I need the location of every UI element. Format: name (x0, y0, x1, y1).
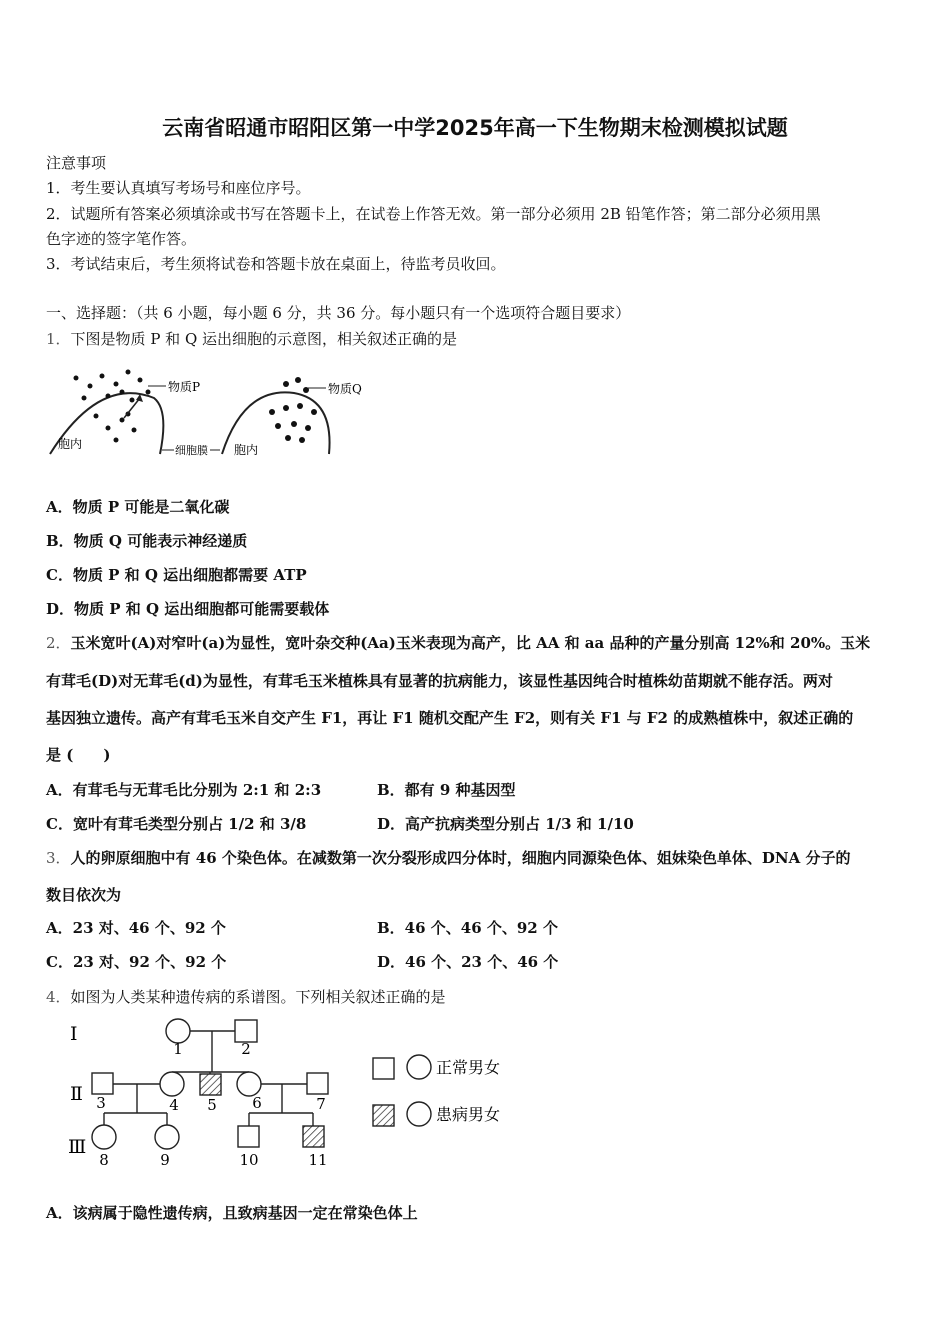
option-d: D．46 个、23 个、46 个 (377, 953, 559, 971)
option-c: C．宽叶有茸毛类型分别占 1/2 和 3/8 (46, 815, 307, 833)
legend-normal-female-symbol (407, 1055, 431, 1079)
notice-item: 2．试题所有答案必须填涂或书写在答题卡上，在试卷上作答无效。第一部分必须用 2B 铅笔作答；第二部分必须用黑 (46, 205, 821, 223)
legend-normal-label: 正常男女 (436, 1058, 501, 1077)
question-3-line (46, 847, 850, 868)
option-a: A．有茸毛与无茸毛比分别为 2:1 和 2:3 (46, 781, 322, 799)
individual-id: 9 (160, 1151, 170, 1169)
individual-4-female (160, 1072, 184, 1096)
individual-id: 8 (99, 1151, 109, 1169)
label-cell-inside: 胞内 (234, 443, 259, 457)
label-cell-inside: 胞内 (58, 437, 83, 451)
notice-item: 1．考生要认真填写考场号和座位序号。 (46, 179, 311, 197)
individual-8-female (92, 1125, 116, 1149)
individual-7-male (307, 1073, 328, 1094)
individual-id: 2 (241, 1040, 251, 1058)
label-substance-p: 物质P (168, 380, 201, 394)
individual-11-affected-male (303, 1126, 324, 1147)
option-a: A．该病属于隐性遗传病，且致病基因一定在常染色体上 (46, 1204, 418, 1222)
label-substance-q: 物质Q (328, 382, 362, 396)
legend-affected-male-symbol (373, 1105, 394, 1126)
option-b: B．物质 Q 可能表示神经递质 (46, 532, 248, 550)
question-text: 如图为人类某种遗传病的系谱图。下列相关叙述正确的是 (70, 988, 446, 1006)
pedigree-chart (60, 1010, 520, 1175)
notice-item: 色字迹的签字笔作答。 (46, 230, 197, 248)
individual-id: 3 (96, 1094, 106, 1112)
individual-id: 1 (173, 1040, 183, 1058)
transport-figure (44, 358, 384, 470)
option-b: B．都有 9 种基因型 (377, 781, 516, 799)
individual-id: 4 (169, 1096, 179, 1114)
individual-id: 11 (308, 1151, 328, 1169)
question-text: 玉米宽叶(A)对窄叶(a)为显性，宽叶杂交种(Aa)玉米表现为高产，比 AA 和 aa 品种的产量分别高 12%和 20%。玉米 (70, 634, 871, 652)
option-c: C．23 对、92 个、92 个 (46, 953, 227, 971)
question-4-stem (46, 986, 446, 1007)
individual-id: 6 (252, 1094, 262, 1112)
legend-affected-female-symbol (407, 1102, 431, 1126)
individual-2-male (235, 1020, 257, 1042)
individual-5-affected-male (200, 1074, 221, 1095)
generation-label: Ⅰ (70, 1023, 78, 1045)
page-title: 云南省昭通市昭阳区第一中学2025年高一下生物期末检测模拟试题 (162, 116, 788, 140)
generation-label: Ⅱ (70, 1083, 83, 1105)
notice-heading: 注意事项 (46, 154, 107, 172)
question-2-line: 有茸毛(D)对无茸毛(d)为显性，有茸毛玉米植株具有显著的抗病能力，该显性基因纯合时植株幼苗期就不能存活。两对 (46, 672, 833, 690)
question-number: 3． (46, 849, 71, 867)
question-2-line (46, 632, 870, 653)
option-c: C．物质 P 和 Q 运出细胞都需要 ATP (46, 566, 307, 584)
label-cell-membrane: 细胞膜 (175, 444, 208, 457)
question-1-stem (46, 328, 457, 349)
individual-id: 7 (316, 1095, 326, 1113)
option-b: B．46 个、46 个、92 个 (377, 919, 558, 937)
question-text: 人的卵原细胞中有 46 个染色体。在减数第一次分裂形成四分体时，细胞内同源染色体、姐妹染色单体、DNA 分子的 (70, 849, 851, 867)
individual-id: 10 (239, 1151, 259, 1169)
question-number: 4． (46, 988, 71, 1006)
option-d: D．高产抗病类型分别占 1/3 和 1/10 (377, 815, 634, 833)
option-a: A．23 对、46 个、92 个 (46, 919, 226, 937)
notice-item: 3．考试结束后，考生须将试卷和答题卡放在桌面上，待监考员收回。 (46, 255, 506, 273)
individual-id: 5 (207, 1096, 217, 1114)
individual-6-female (237, 1072, 261, 1096)
legend-affected-label: 患病男女 (436, 1105, 501, 1124)
individual-10-male (238, 1126, 259, 1147)
legend-normal-male-symbol (373, 1058, 394, 1079)
question-number: 2． (46, 634, 71, 652)
question-2-line: 基因独立遗传。高产有茸毛玉米自交产生 F1，再让 F1 随机交配产生 F2，则有关 F1 与 F2 的成熟植株中，叙述正确的 (46, 709, 854, 727)
question-number: 1． (46, 330, 71, 348)
generation-label: Ⅲ (68, 1136, 87, 1158)
section-heading: 一、选择题：（共 6 小题，每小题 6 分，共 36 分。每小题只有一个选项符合题目要求） (46, 304, 631, 322)
question-text: 下图是物质 P 和 Q 运出细胞的示意图，相关叙述正确的是 (70, 330, 458, 348)
question-3-line: 数目依次为 (46, 886, 122, 904)
option-d: D．物质 P 和 Q 运出细胞都可能需要载体 (46, 600, 330, 618)
individual-3-male (92, 1073, 113, 1094)
individual-9-female (155, 1125, 179, 1149)
question-2-line: 是 ( ) (46, 746, 111, 764)
option-a: A．物质 P 可能是二氧化碳 (46, 498, 230, 516)
